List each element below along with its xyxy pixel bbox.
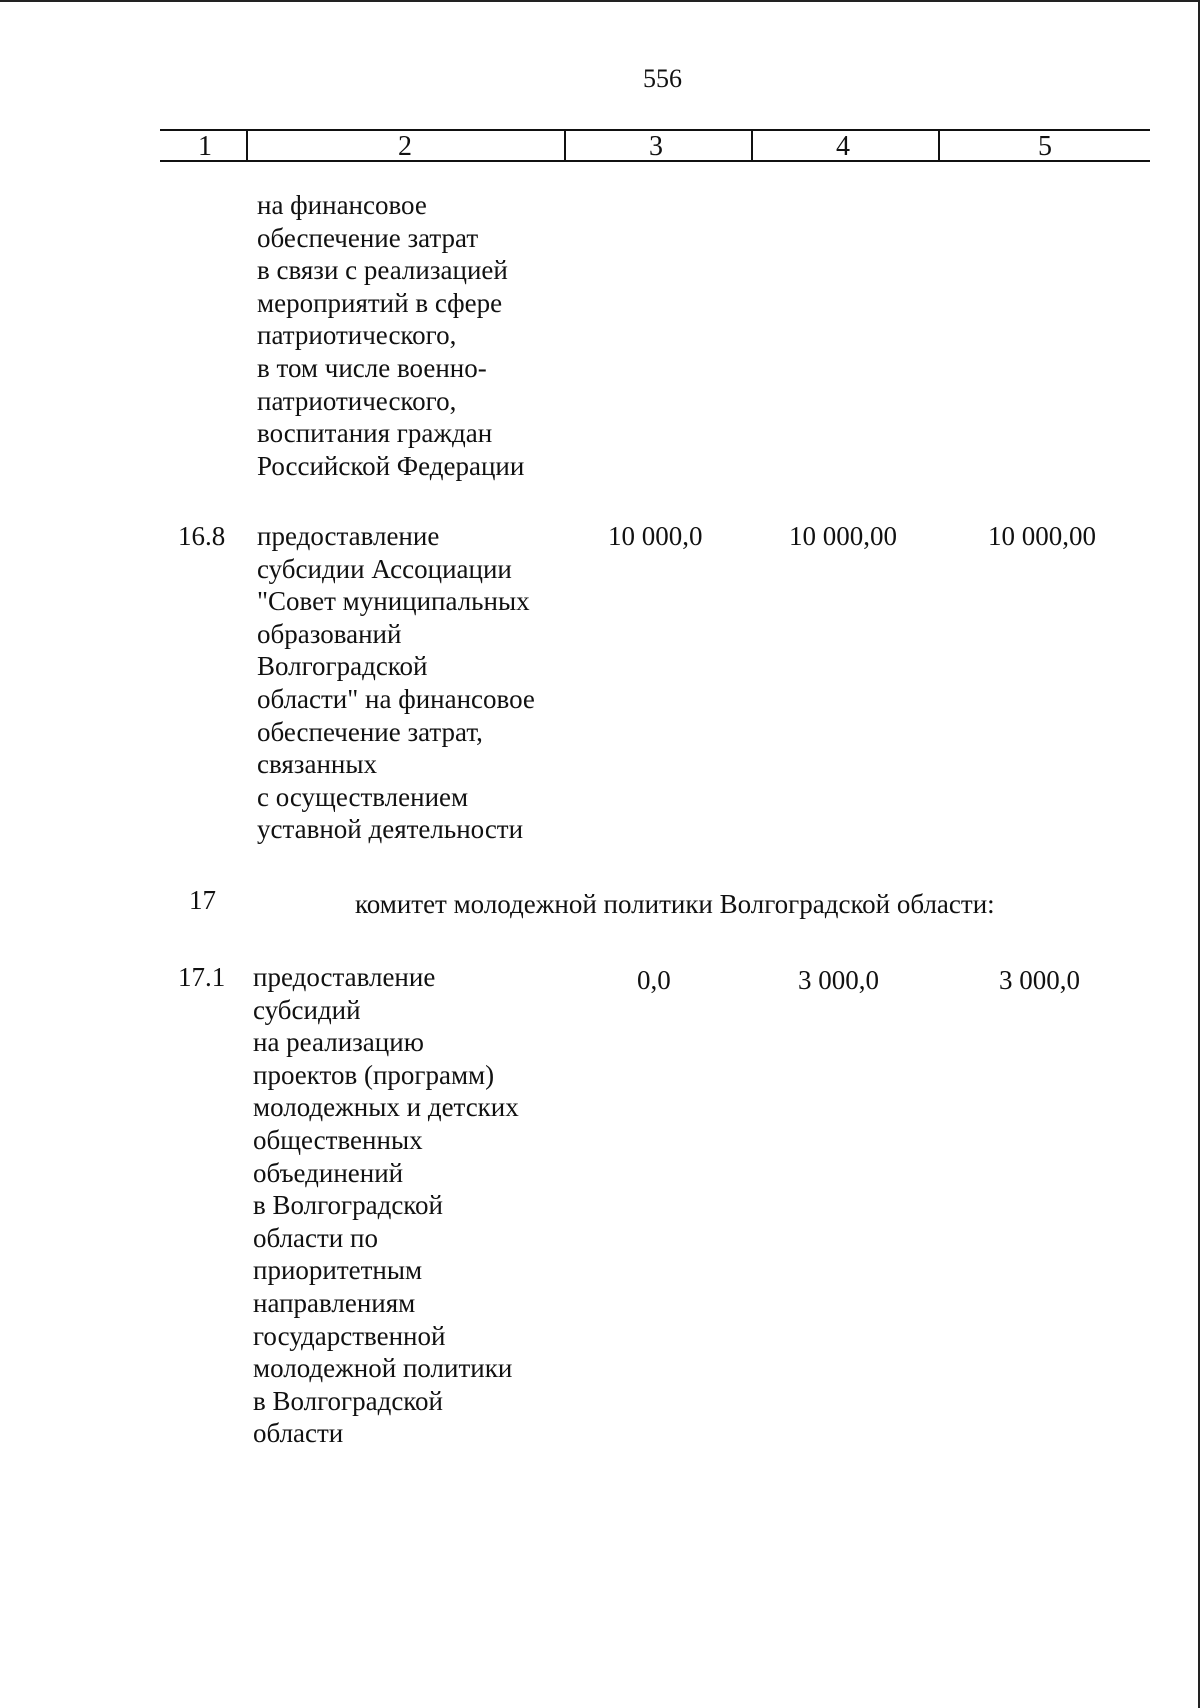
- scan-border-top: [0, 0, 1200, 2]
- row-col3-value: 0,0: [637, 965, 671, 995]
- description-line: Российской Федерации: [257, 450, 525, 481]
- description-line: в Волгоградской: [253, 1190, 444, 1221]
- row-col4-value: 10 000,00: [789, 521, 897, 551]
- row-description: [257, 520, 535, 846]
- description-line: области" на финансовое: [257, 683, 535, 714]
- description-line: государственной: [253, 1320, 446, 1351]
- description-line: "Совет муниципальных: [257, 586, 530, 617]
- description-line: в связи с реализацией: [257, 255, 508, 286]
- header-divider: [564, 129, 566, 162]
- description-line: субсидии Ассоциации: [257, 553, 512, 584]
- page-number: 556: [643, 64, 682, 93]
- description-line: проектов (программ): [253, 1059, 495, 1090]
- description-line: патриотического,: [257, 385, 457, 416]
- description-line: обеспечение затрат,: [257, 716, 483, 747]
- description-line: предоставление: [257, 521, 440, 551]
- description-line: молодежных и детских: [253, 1092, 519, 1123]
- description-line: на реализацию: [253, 1027, 424, 1058]
- description-line: общественных: [253, 1124, 423, 1155]
- row-col4-value: 3 000,0: [798, 965, 879, 995]
- description-line: с осуществлением: [257, 781, 469, 812]
- description-line: предоставление: [253, 962, 436, 992]
- header-col-1: 1: [198, 131, 212, 162]
- description-line: в Волгоградской: [253, 1385, 444, 1416]
- description-line: в том числе военно-: [257, 352, 487, 383]
- row-col5-value: 3 000,0: [999, 965, 1080, 995]
- description-line: направлениям: [253, 1287, 416, 1318]
- description-line: связанных: [257, 749, 377, 780]
- description-line: на финансовое: [257, 190, 427, 220]
- description-line: воспитания граждан: [257, 418, 493, 449]
- section-number: 17: [189, 885, 216, 915]
- row-description: [253, 961, 519, 1450]
- section-title: комитет молодежной политики Волгоградской области:: [355, 889, 995, 919]
- description-line: мероприятий в сфере: [257, 287, 503, 318]
- header-col-4: 4: [836, 131, 850, 162]
- row-col3-value: 10 000,0: [608, 521, 703, 551]
- header-col-5: 5: [1038, 131, 1052, 162]
- header-divider: [938, 129, 940, 162]
- description-line: образований: [257, 618, 402, 649]
- description-line: области: [253, 1418, 344, 1449]
- description-line: обеспечение затрат: [257, 222, 479, 253]
- header-divider: [246, 129, 248, 162]
- header-col-3: 3: [649, 131, 663, 162]
- description-line: субсидий: [253, 994, 361, 1025]
- row-number: 16.8: [178, 521, 226, 551]
- description-line: области по: [253, 1222, 378, 1253]
- row-number: 17.1: [178, 962, 226, 992]
- description-line: приоритетным: [253, 1255, 423, 1286]
- description-line: объединений: [253, 1157, 404, 1188]
- continuation-description: [257, 189, 524, 482]
- row-col5-value: 10 000,00: [988, 521, 1096, 551]
- header-col-2: 2: [398, 131, 412, 162]
- description-line: уставной деятельности: [257, 814, 524, 845]
- header-divider: [751, 129, 753, 162]
- description-line: Волгоградской: [257, 651, 428, 682]
- description-line: патриотического,: [257, 320, 457, 351]
- description-line: молодежной политики: [253, 1353, 513, 1384]
